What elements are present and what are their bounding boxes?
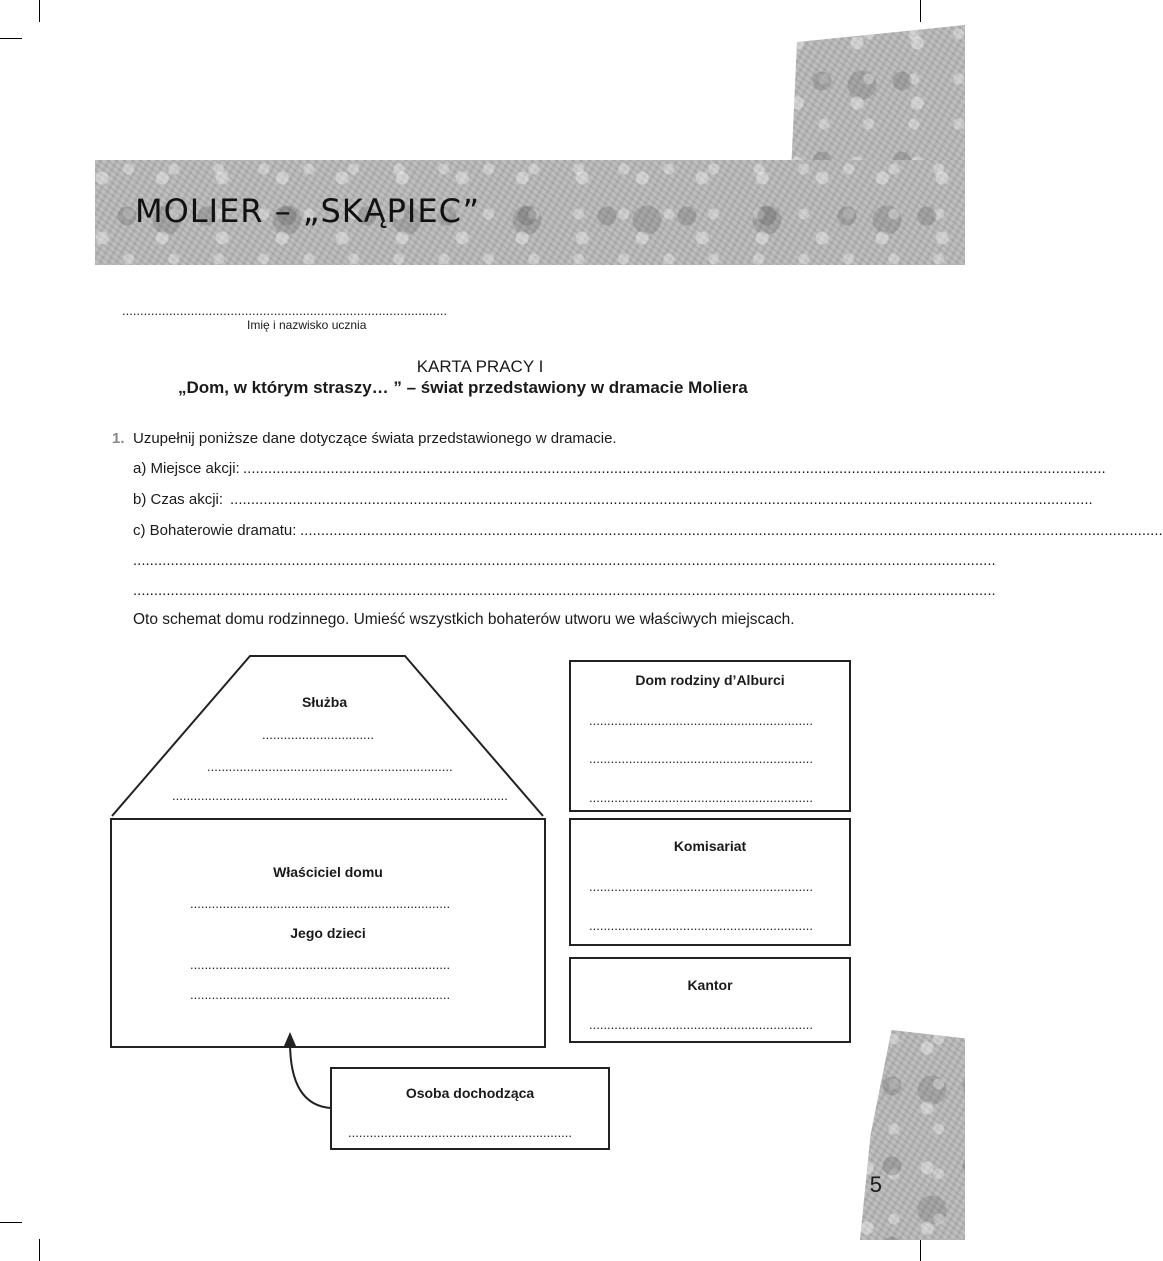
place-dots: ............................................................................................................................................................................................................... — [243, 460, 1106, 477]
alburci-dots: .............................................................. — [589, 751, 813, 766]
servants-label: Służba — [302, 694, 348, 710]
student-name-line: .......................................................................................... — [122, 303, 448, 318]
servants-dots: .................................................................... — [207, 759, 453, 774]
characters-label: c) Bohaterowie dramatu: — [133, 522, 297, 539]
owner-label: Właściciel domu — [273, 864, 383, 880]
kantor-label: Kantor — [687, 977, 733, 993]
characters-dots: ............................................................................................................................................................................................................... — [133, 552, 996, 569]
alburci-dots: .............................................................. — [589, 790, 813, 805]
page-title: MOLIER – „SKĄPIEC” — [135, 192, 481, 230]
owner-dots: ........................................................................ — [190, 896, 451, 911]
student-name-label: Imię i nazwisko ucznia — [247, 318, 367, 332]
visitor-label: Osoba dochodząca — [405, 1085, 535, 1101]
characters-dots: ............................................................................................................................................................................................................... — [133, 582, 996, 599]
children-dots: ........................................................................ — [190, 987, 451, 1002]
alburci-label: Dom rodziny d’Alburci — [635, 672, 785, 688]
children-dots: ........................................................................ — [190, 957, 451, 972]
crop-mark — [920, 0, 921, 22]
worksheet-heading: KARTA PRACY I — [416, 357, 544, 376]
worksheet-subheading: „Dom, w którym straszy… ” – świat przedstawiony w dramacie Moliera — [178, 378, 748, 397]
task-number: 1. — [112, 430, 125, 447]
komisariat-label: Komisariat — [673, 838, 747, 854]
crop-mark — [0, 1222, 22, 1223]
servants-dots: ............................................................................................. — [172, 788, 508, 803]
schema-instruction: Oto schemat domu rodzinnego. Umieść wszystkich bohaterów utworu we właściwych miejscach. — [133, 611, 795, 628]
time-label: b) Czas akcji: — [133, 491, 224, 508]
komisariat-dots: .............................................................. — [589, 879, 813, 894]
crop-mark — [920, 1239, 921, 1261]
stone-texture — [860, 1030, 965, 1240]
characters-dots: ............................................................................................................................................................................................................... — [300, 522, 1163, 539]
children-label: Jego dzieci — [290, 925, 366, 941]
crop-mark — [39, 1239, 40, 1261]
kantor-dots: .............................................................. — [589, 1017, 813, 1032]
place-label: a) Miejsce akcji: — [133, 460, 240, 477]
page-number: 5 — [869, 1172, 882, 1197]
crop-mark — [39, 0, 40, 22]
time-dots: ............................................................................................................................................................................................................... — [230, 491, 1093, 508]
alburci-dots: .............................................................. — [589, 713, 813, 728]
crop-mark — [0, 38, 22, 39]
task-instruction: Uzupełnij poniższe dane dotyczące świata przedstawionego w dramacie. — [133, 430, 617, 447]
arrow-icon — [276, 1030, 336, 1112]
visitor-dots: .............................................................. — [348, 1125, 572, 1140]
servants-dots: ............................... — [262, 727, 374, 742]
komisariat-dots: .............................................................. — [589, 918, 813, 933]
